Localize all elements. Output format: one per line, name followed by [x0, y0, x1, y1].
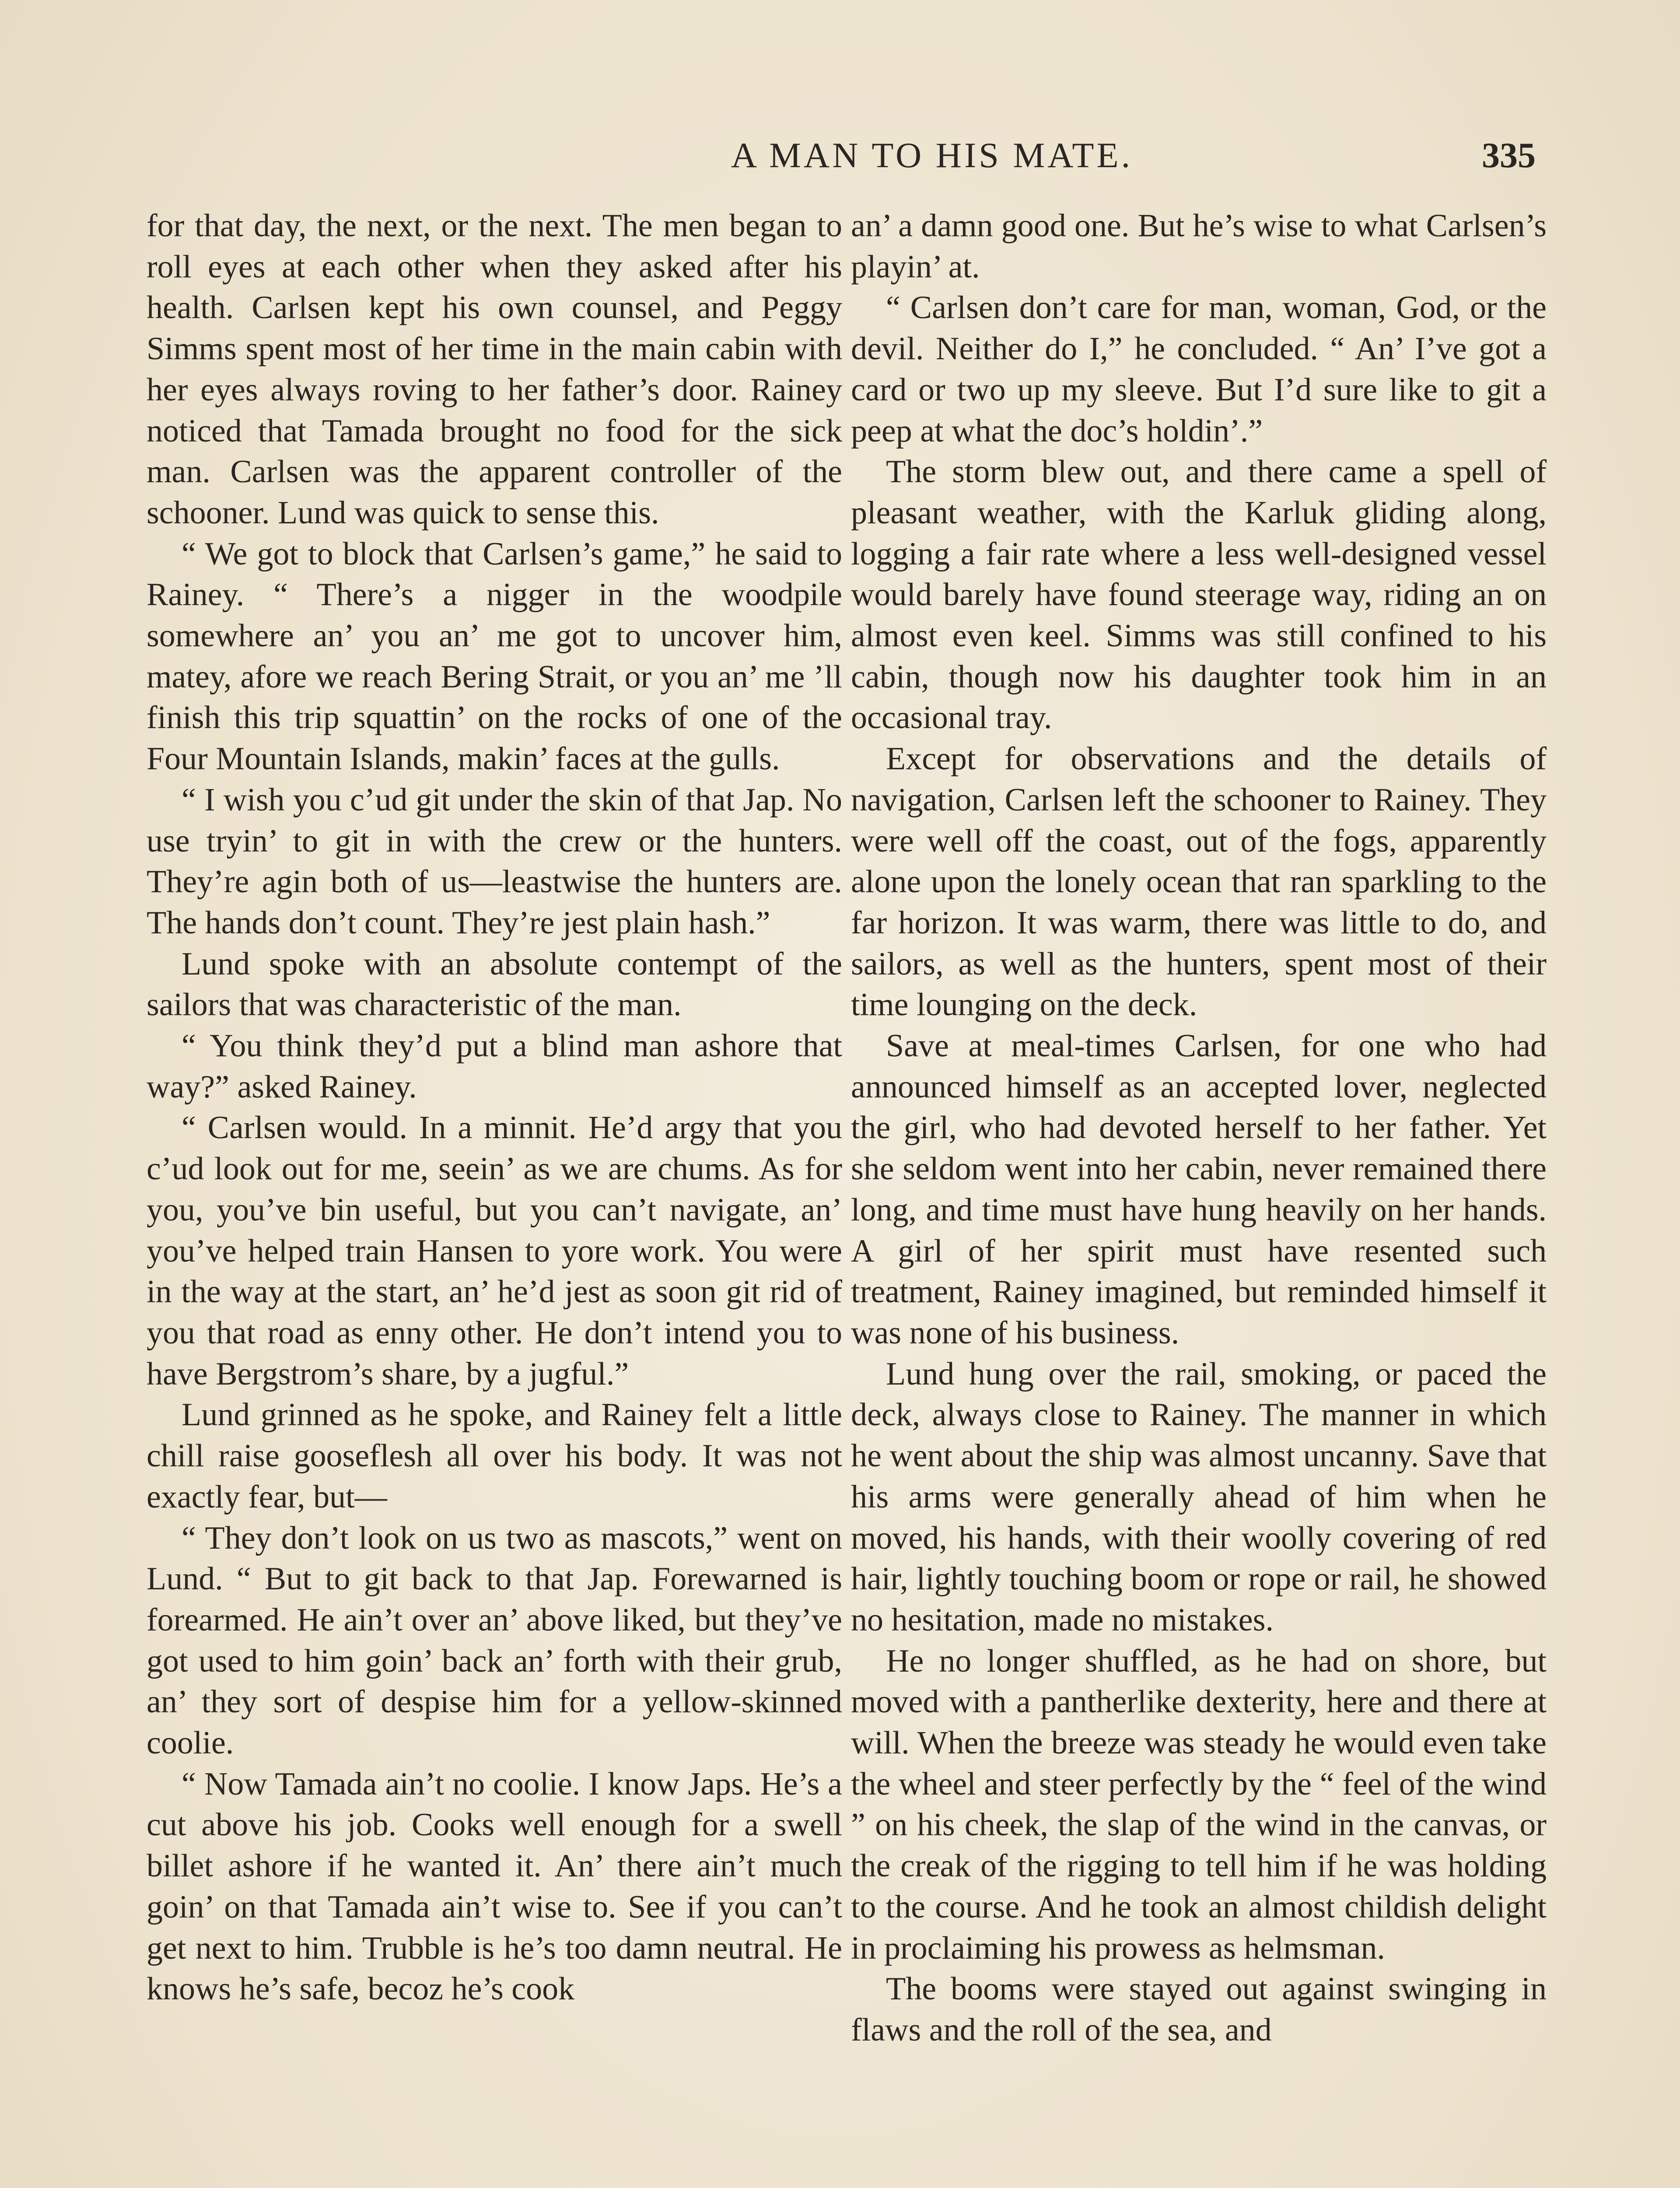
running-header [144, 131, 1544, 184]
paragraph: “ You think they’d put a blind man ashore that way?” asked Rainey. [147, 1028, 842, 1105]
paragraph: Except for observations and the details of navigation, Carlsen left the schooner to Rainey. They were well off the coast, out of the fogs, apparently alone upon the lonely ocean that ran sparkling to the far horizon. It was warm, there was little to do, and sailors, as well as the hunters, spent most of their time lounging on the deck. [851, 741, 1547, 1023]
paragraph: He no longer shuffled, as he had on shore, but moved with a pantherlike dexterity, here and there at will. When the breeze was steady he would even take the wheel and steer perfectly by the “ feel of the wind ” on his cheek, the slap of the wind in the canvas, or the creak of the rigging to tell him if he was holding to the course. And he took an almost childish delight in proclaiming his prowess as helmsman. [851, 1643, 1547, 1966]
paragraph: an’ a damn good one. But he’s wise to what Carlsen’s playin’ at. [851, 208, 1547, 285]
paragraph: “ I wish you c’ud git under the skin of that Jap. No use tryin’ to git in with the crew or the hunters. They’re agin both of us—leastwise the hunters are. The hands don’t count. They’re jest plain hash.” [147, 782, 842, 941]
right-column [851, 206, 1547, 2051]
paragraph: “ Carlsen don’t care for man, woman, God, or the devil. Neither do I,” he concluded. “ An’ I’ve got a card or two up my sleeve. But I’d sure like to git a peep at what the doc’s holdin’.” [851, 290, 1547, 449]
paragraph: The storm blew out, and there came a spell of pleasant weather, with the Karluk gliding along, logging a fair rate where a less well-designed vessel would barely have found steerage way, riding an on almost even keel. Simms was still confined to his cabin, though now his daughter took him in an occasional tray. [851, 454, 1547, 736]
paragraph: Save at meal-times Carlsen, for one who had announced himself as an accepted lover, neglected the girl, who had devoted herself to her father. Yet she seldom went into her cabin, never remained there long, and time must have hung heavily on her hands. A girl of her spirit must have resented such treatment, Rainey imagined, but reminded himself it was none of his business. [851, 1028, 1547, 1351]
paragraph: Lund spoke with an absolute contempt of the sailors that was characteristic of the man. [147, 946, 842, 1023]
paragraph: Lund hung over the rail, smoking, or paced the deck, always close to Rainey. The manner in which he went about the ship was almost uncanny. Save that his arms were generally ahead of him when he moved, his hands, with their woolly covering of red hair, lightly touching boom or rope or rail, he showed no hesitation, made no mistakes. [851, 1356, 1547, 1638]
page-number: 335 [1482, 135, 1536, 175]
paragraph: for that day, the next, or the next. The men began to roll eyes at each other when they asked after his health. Carlsen kept his own counsel, and Peggy Simms spent most of her time in the main cabin with her eyes always roving to her father’s door. Rainey noticed that Tamada brought no food for the sick man. Carlsen was the apparent controller of the schooner. Lund was quick to sense this. [147, 208, 842, 531]
paragraph: “ We got to block that Carlsen’s game,” he said to Rainey. “ There’s a nigger in the woodpile somewhere an’ you an’ me got to uncover him, matey, afore we reach Bering Strait, or you an’ me ’ll finish this trip squattin’ on the rocks of one of the Four Mountain Islands, makin’ faces at the gulls. [147, 536, 842, 777]
paragraph: “ Now Tamada ain’t no coolie. I know Japs. He’s a cut above his job. Cooks well enough for a swell billet ashore if he wanted it. An’ there ain’t much goin’ on that Tamada ain’t wise to. See if you can’t get next to him. Trubble is he’s too damn neutral. He knows he’s safe, becoz he’s cook [147, 1766, 842, 2007]
paragraph: Lund grinned as he spoke, and Rainey felt a little chill raise gooseflesh all over his body. It was not exactly fear, but— [147, 1397, 842, 1515]
left-column [147, 206, 842, 2010]
paragraph: The booms were stayed out against swinging in flaws and the roll of the sea, and [851, 1971, 1547, 2048]
running-title: A MAN TO HIS MATE. [731, 135, 1133, 175]
paragraph: “ Carlsen would. In a minnit. He’d argy that you c’ud look out for me, seein’ as we are chums. As for you, you’ve bin useful, but you can’t navigate, an’ you’ve helped train Hansen to yore work. You were in the way at the start, an’ he’d jest as soon git rid of you that road as enny other. He don’t intend you to have Bergstrom’s share, by a jugful.” [147, 1110, 842, 1392]
paragraph: “ They don’t look on us two as mascots,” went on Lund. “ But to git back to that Jap. Forewarned is forearmed. He ain’t over an’ above liked, but they’ve got used to him goin’ back an’ forth with their grub, an’ they sort of despise him for a yellow-skinned coolie. [147, 1520, 842, 1761]
